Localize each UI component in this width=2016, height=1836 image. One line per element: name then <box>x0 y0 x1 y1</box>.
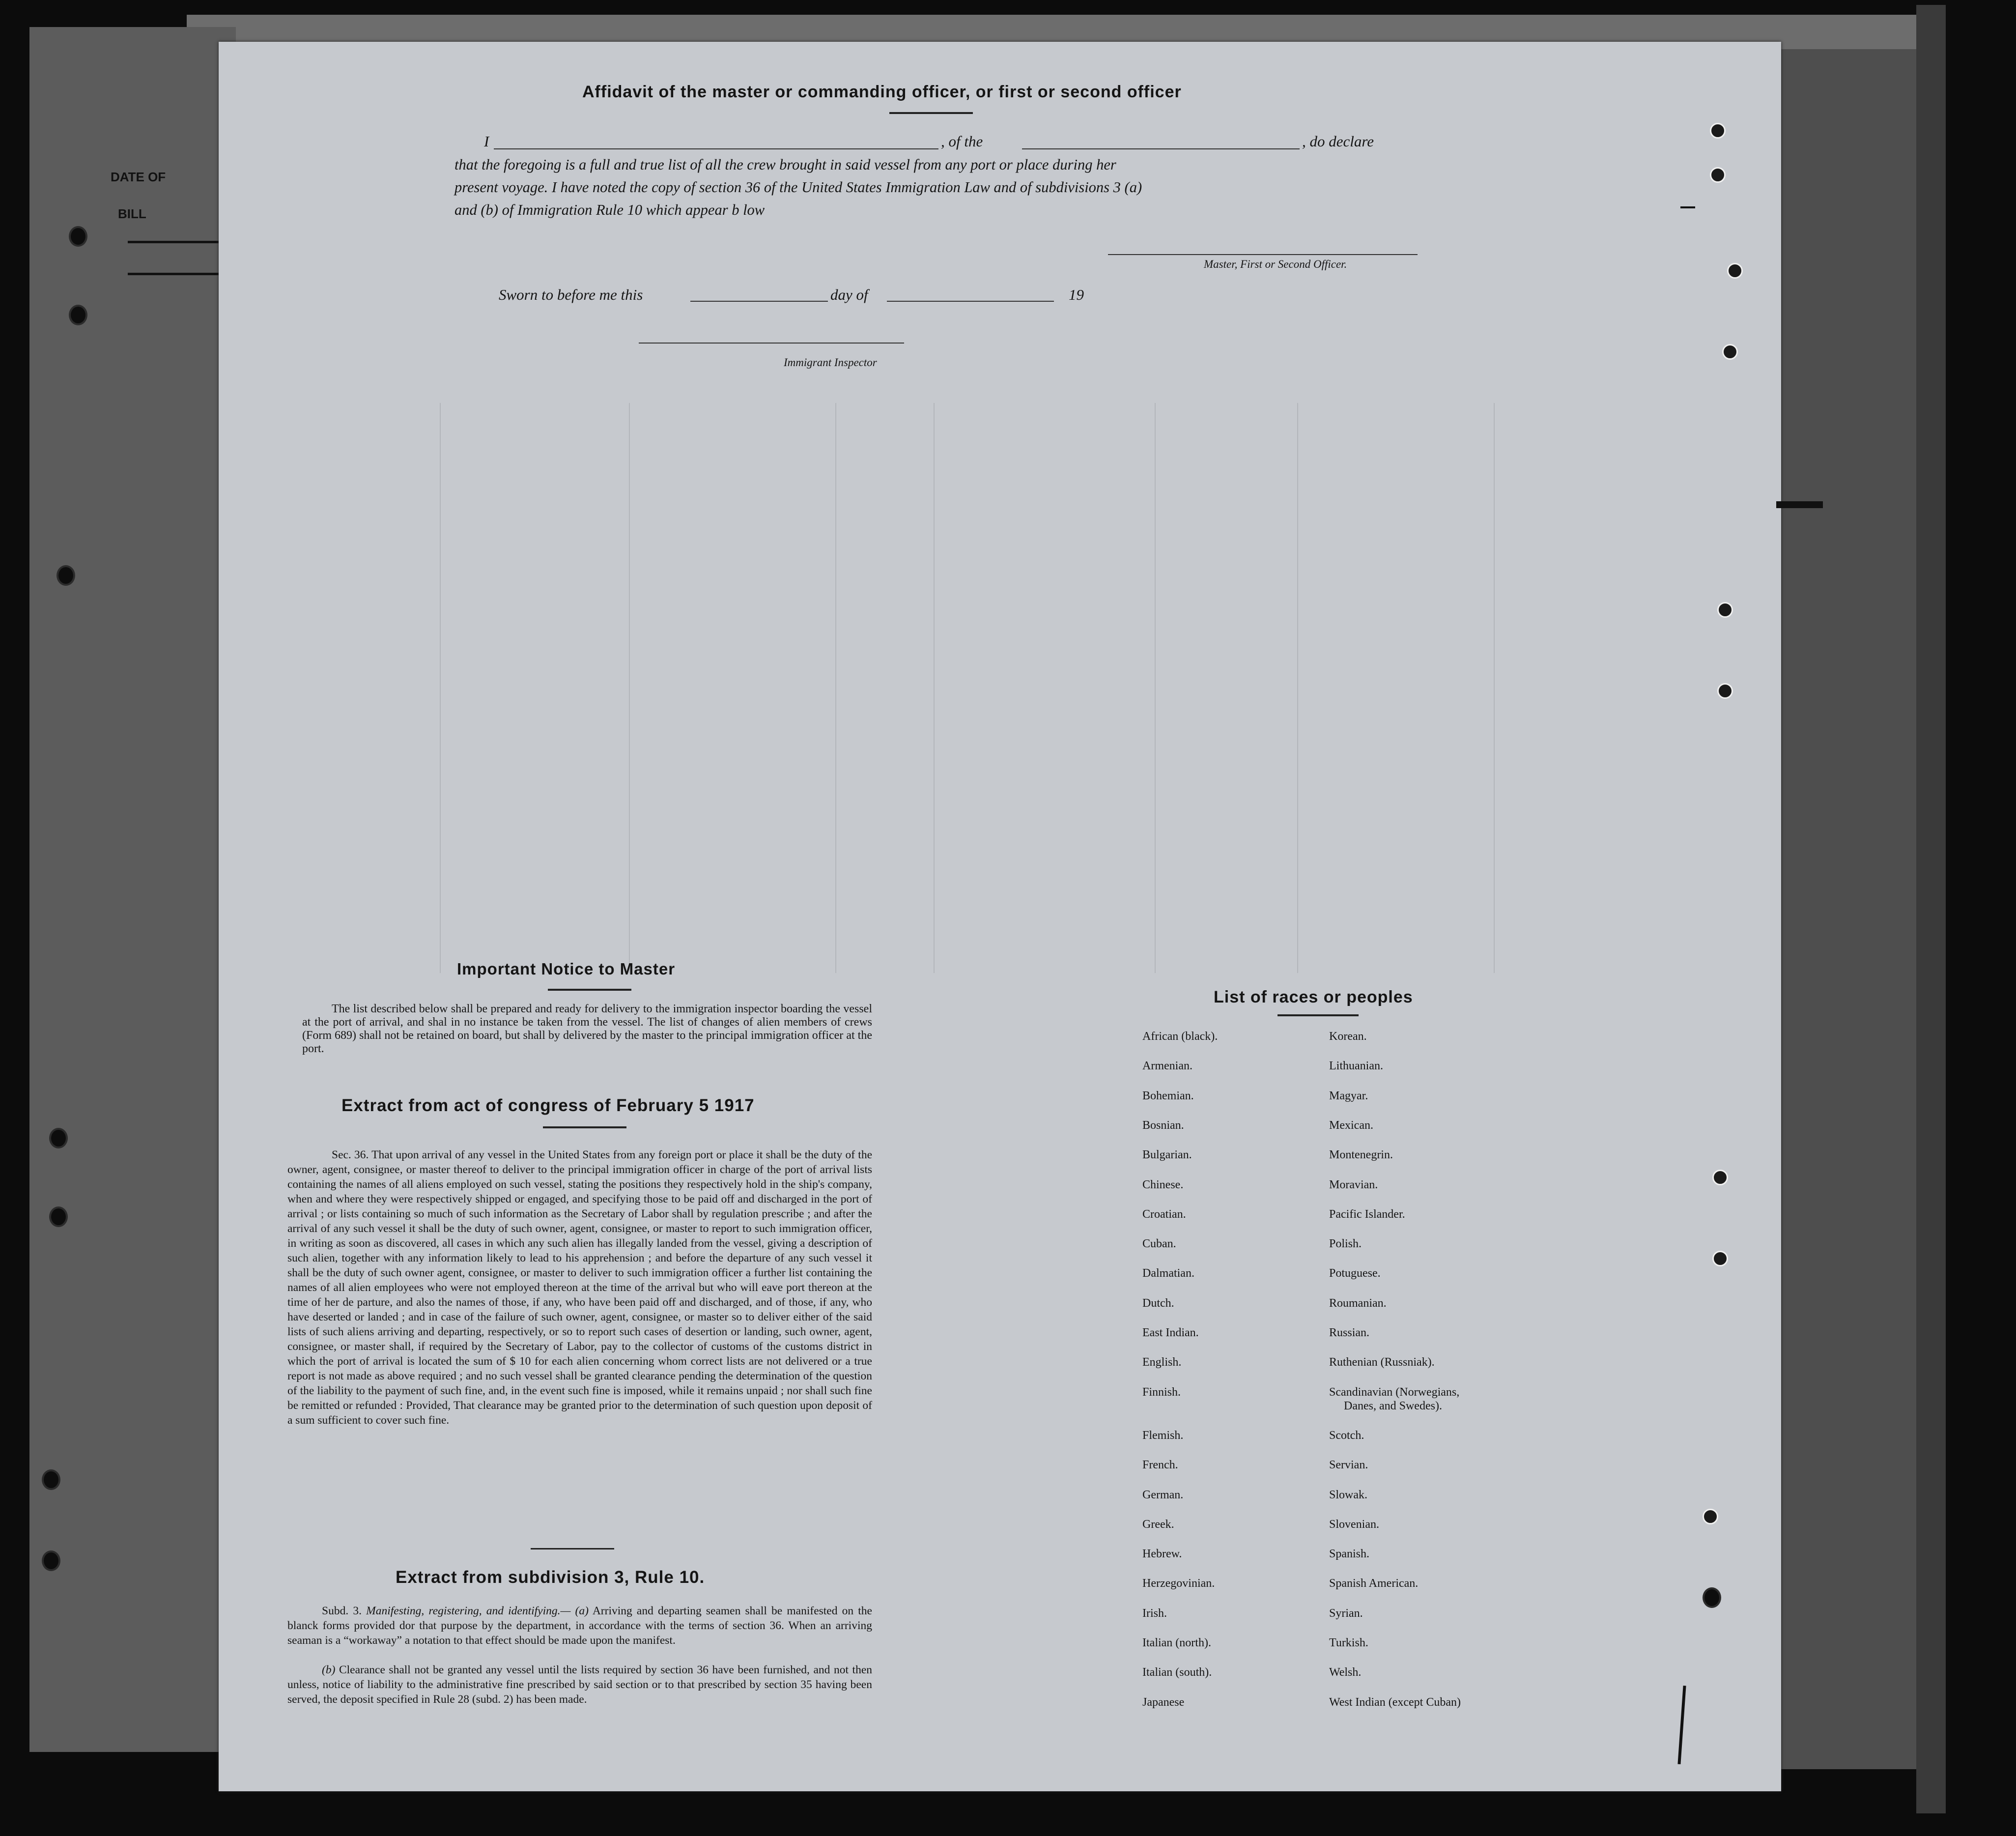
column-guide <box>1155 403 1156 973</box>
title-rule <box>889 112 973 114</box>
race-item: East Indian. <box>1142 1326 1199 1339</box>
race-item: Dutch. <box>1142 1296 1174 1310</box>
punch-hole <box>69 226 87 247</box>
column-guide <box>835 403 836 973</box>
punch-hole <box>42 1550 60 1571</box>
race-item: Cuban. <box>1142 1237 1176 1251</box>
affidavit-line3: present voyage. I have noted the copy of section 36 of the United States Immigration Law and of subdivisions 3 (a) <box>454 179 1142 196</box>
race-item: Flemish. <box>1142 1429 1184 1442</box>
stub-bill-label: BILL <box>118 206 146 221</box>
act-end-rule <box>531 1548 614 1549</box>
race-item: Russian. <box>1329 1326 1370 1339</box>
day-of-text: day of <box>830 286 868 303</box>
column-guide <box>1494 403 1495 973</box>
punch-hole <box>1703 1509 1718 1524</box>
race-item: Scandinavian (Norwegians, <box>1329 1385 1460 1399</box>
notice-text: The list described below shall be prepared and ready for delivery to the immigration inspector boarding the vessel at the port of arrival, and shal in no instance be taken from the vessel. The list of changes of alien members of crews (Form 689) shall not be retained on board, but shall by delivered by the master to the principal immigration officer at the port. <box>302 1003 872 1055</box>
race-item: Polish. <box>1329 1237 1362 1251</box>
race-item: Greek. <box>1142 1518 1174 1531</box>
sec36-text: Sec. 36. That upon arrival of any vessel in the United States from any foreign port or place it shall be the duty of the owner, agent, consignee, or master thereof to deliver to the principal immigration officer in charge of the port of arrival lists containing the names of all aliens employed on such vessel, stating the positions they respectively hold in the ship's company, when and where they were respectively shipped or engaged, and specifying those to be paid off and discharged in the port of arrival ; or lists containing so much of such information as the Secretary of Labor shall by regulation prescribe ; and after the arrival of any such vessel it shall be the duty of such owner, agent, consignee, or master to report to such immigration officer, in writing as soon as discovered, all cases in which any such alien has illegally landed from the vessel, giving a description of such alien, together with any information likely to lead to his apprehension ; and before the departure of any such vessel it shall be the duty of such owner agent, consignee, or master to deliver to such immigration officer a further list containing the names of all alien employees who were not employed thereon at the time of the arrival but who will eave port thereon at the time of her de parture, and also the names of those, if any, who have been paid off and discharged, and of those, if any, who have deserted or landed ; and in case of the failure of such owner, agent, consignee, or master so to deliver either of the said lists of such aliens arriving and departing, respectively, or so to report such cases of desertion or landing, such owner, agent, consignee, or master shall, if required by the Secretary of Labor, pay to the collector of customs of the customs district in which the port of arrival is located the sum of $ 10 for each alien concerning whom correct lists are not delivered or a true report is not made as above required ; and no such vessel shall be granted clearance pending the determination of the question of the liability to the payment of such fine, and, in the event such fine is imposed, while it remains unpaid ; nor shall such fine be remitted or refunded : Provided, That clearance may be granted prior to the determination of such question upon deposit of a sum sufficient to cover such fine. <box>287 1148 872 1427</box>
rule-title: Extract from subdivision 3, Rule 10. <box>396 1568 705 1587</box>
binding-mark <box>1776 501 1823 508</box>
race-item: Italian (north). <box>1142 1636 1211 1649</box>
race-item: Pacific Islander. <box>1329 1207 1405 1221</box>
background-sheet-left <box>29 27 236 1752</box>
punch-hole <box>57 565 75 586</box>
races-title: List of races or peoples <box>1214 988 1413 1006</box>
race-item: Turkish. <box>1329 1636 1368 1649</box>
race-item: Roumanian. <box>1329 1296 1387 1310</box>
punch-hole <box>69 305 87 325</box>
subd-a-text: Arriving and departing seamen shall be manifested on the blanck forms provided dor that purpose by the department, in accordance with the terms of section 36. When an arriving seaman is a “workaway” a notation to that effect should be made upon the manifest. <box>287 1605 872 1647</box>
vessel-blank <box>1022 147 1300 149</box>
affidavit-i: I <box>484 133 489 150</box>
subd-lead: Subd. 3. <box>322 1605 362 1617</box>
column-guide <box>934 403 935 973</box>
act-rule <box>543 1126 626 1128</box>
punch-hole <box>49 1206 68 1227</box>
punch-hole <box>1727 263 1743 279</box>
race-item: Dalmatian. <box>1142 1267 1194 1280</box>
background-edge <box>1916 5 1946 1813</box>
race-item: Hebrew. <box>1142 1548 1182 1561</box>
races-rule <box>1278 1014 1359 1016</box>
race-item: Chinese. <box>1142 1178 1184 1191</box>
tick-mark <box>1680 206 1695 208</box>
race-item: Bosnian. <box>1142 1119 1184 1132</box>
sworn-text: Sworn to before me this <box>499 286 643 303</box>
affidavit-title: Affidavit of the master or commanding officer, or first or second officer <box>582 83 1182 101</box>
race-item: Slowak. <box>1329 1488 1367 1501</box>
race-item: Lithuanian. <box>1329 1060 1383 1073</box>
inspector-label: Immigrant Inspector <box>784 356 877 369</box>
manifest-page <box>219 42 1781 1791</box>
race-item: Moravian. <box>1329 1178 1378 1191</box>
subd-para-a <box>287 1604 872 1648</box>
race-item: German. <box>1142 1488 1184 1501</box>
race-item: Welsh. <box>1329 1666 1362 1679</box>
race-item: West Indian (except Cuban) <box>1329 1695 1461 1709</box>
race-item: Spanish American. <box>1329 1577 1419 1590</box>
punch-hole <box>1710 167 1726 183</box>
punch-hole <box>1717 602 1733 618</box>
column-guide <box>440 403 441 973</box>
punch-hole <box>49 1128 68 1148</box>
race-item: African (black). <box>1142 1030 1218 1043</box>
race-item: Magyar. <box>1329 1089 1368 1102</box>
race-item: Korean. <box>1329 1030 1367 1043</box>
punch-hole <box>1717 683 1733 699</box>
subd-b-text: Clearance shall not be granted any vessel until the lists required by section 36 have been furnished, and not then unless, notice of liability to the administrative fine prescribed by said section or to that prescribed by section 35 having been served, the deposit specified in Rule 28 (subd. 2) has been made. <box>287 1664 872 1706</box>
affidavit-line4: and (b) of Immigration Rule 10 which appear b low <box>454 201 765 218</box>
race-item: Slovenian. <box>1329 1518 1379 1531</box>
column-guide <box>629 403 630 973</box>
act-title: Extract from act of congress of February 5 1917 <box>341 1096 755 1115</box>
race-item: English. <box>1142 1356 1182 1369</box>
month-blank <box>887 300 1054 302</box>
stub-date-label: DATE OF <box>111 170 166 184</box>
race-item: Syrian. <box>1329 1606 1363 1620</box>
race-item: Herzegovinian. <box>1142 1577 1215 1590</box>
punch-hole <box>1710 123 1726 139</box>
affidavit-of-the: , of the <box>941 133 983 150</box>
punch-hole <box>1722 344 1738 360</box>
master-signature-label: Master, First or Second Officer. <box>1204 258 1347 270</box>
race-item: Ruthenian (Russniak). <box>1329 1356 1435 1369</box>
affidavit-declare: , do declare <box>1302 133 1374 150</box>
day-blank-line <box>690 300 828 302</box>
race-item: Finnish. <box>1142 1385 1181 1399</box>
race-item: Italian (south). <box>1142 1666 1212 1679</box>
race-item: Japanese <box>1142 1695 1185 1709</box>
master-signature-line <box>1108 253 1418 255</box>
year-prefix: 19 <box>1069 286 1084 303</box>
race-item: French. <box>1142 1459 1178 1472</box>
race-item: Potuguese. <box>1329 1267 1381 1280</box>
race-item: Scotch. <box>1329 1429 1364 1442</box>
race-item: Croatian. <box>1142 1207 1186 1221</box>
race-item: Danes, and Swedes). <box>1344 1399 1442 1412</box>
notice-title: Important Notice to Master <box>457 960 676 978</box>
race-item: Montenegrin. <box>1329 1148 1393 1162</box>
subd-b-lead: (b) <box>322 1664 336 1676</box>
race-item: Bulgarian. <box>1142 1148 1192 1162</box>
punch-hole <box>42 1469 60 1490</box>
inspector-line <box>639 342 904 344</box>
race-item: Irish. <box>1142 1606 1167 1620</box>
race-item: Bohemian. <box>1142 1089 1194 1102</box>
race-item: Spanish. <box>1329 1548 1370 1561</box>
punch-hole <box>1703 1587 1721 1608</box>
name-blank <box>494 147 938 149</box>
race-item: Mexican. <box>1329 1119 1373 1132</box>
race-item: Armenian. <box>1142 1060 1193 1073</box>
punch-hole <box>1712 1251 1728 1266</box>
notice-rule <box>548 989 631 991</box>
column-guide <box>1297 403 1298 973</box>
punch-hole <box>1712 1170 1728 1185</box>
subd-para-b <box>287 1663 872 1707</box>
race-item: Servian. <box>1329 1459 1368 1472</box>
subd-italic: Manifesting, registering, and identifying.— (a) <box>366 1605 589 1617</box>
affidavit-line2: that the foregoing is a full and true list of all the crew brought in said vessel from any port or place during her <box>454 156 1116 173</box>
